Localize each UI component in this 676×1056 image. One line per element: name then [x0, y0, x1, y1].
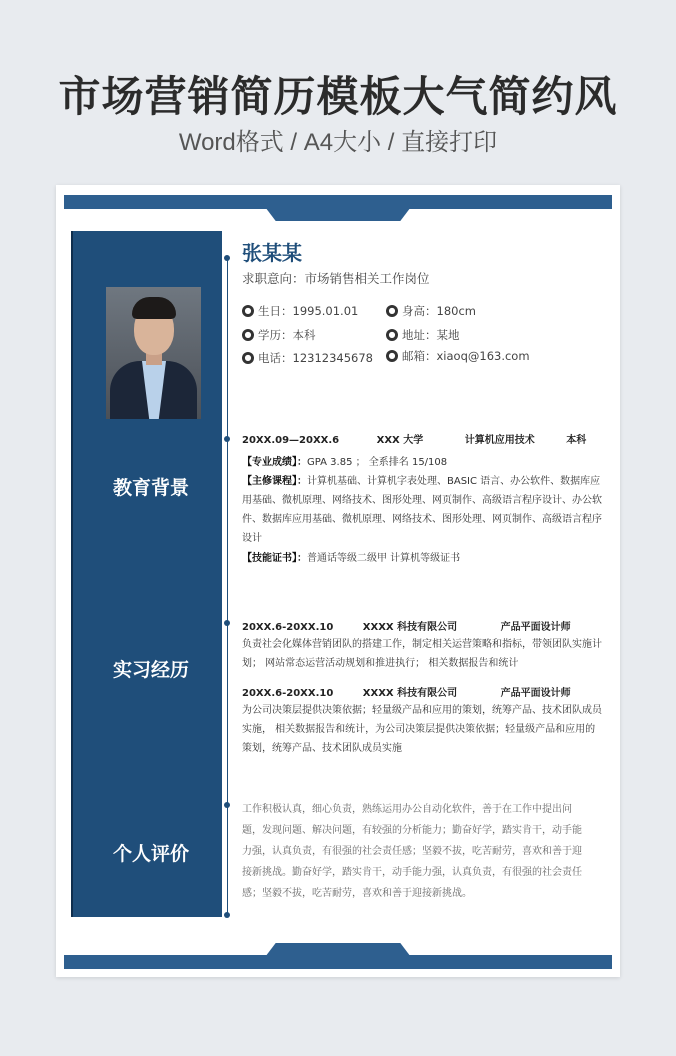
- phone-icon: ●: [242, 352, 254, 364]
- section-education-title: 教育背景: [113, 477, 190, 499]
- page-subtitle: Word格式 / A4大小 / 直接打印: [178, 129, 498, 156]
- resume-paper: [56, 185, 620, 977]
- bottom-band: [64, 955, 612, 969]
- mail-icon: ●: [386, 350, 398, 362]
- info-email: ● 邮箱：xiaoq@163.com: [386, 348, 530, 364]
- info-address: ● 地址：某地: [386, 327, 460, 343]
- self-evaluation: 工作积极认真，细心负责，熟练运用办公自动化软件，善于在工作中提出问题，发现问题、解决问题，有较强的分析能力；勤奋好学，踏实肯干，动手能力强，认真负责，有很强的社会责任感；坚毅不拔，吃苦耐劳，喜欢和善于迎接新挑战。勤奋好学，踏实肯干，动手能力强，认真负责，有很强的社会责任感；坚毅不拔，吃苦耐劳，喜欢和善于迎接新挑战。: [242, 804, 582, 899]
- user-icon: ●: [242, 305, 254, 317]
- job-intent: 求职意向：市场销售相关工作岗位: [242, 271, 430, 286]
- person-icon: ●: [386, 305, 398, 317]
- internship-row: 20XX.6-20XX.10 XXXX 科技有限公司 产品平面设计师: [242, 622, 571, 633]
- timeline-dot: [224, 436, 230, 442]
- info-education: ● 学历：本科: [242, 327, 316, 343]
- section-internship-title: 实习经历: [113, 659, 190, 681]
- internship-row: 20XX.6-20XX.10 XXXX 科技有限公司 产品平面设计师: [242, 688, 571, 699]
- profile-photo: [106, 287, 201, 419]
- education-row: 20XX.09—20XX.6 XXX 大学 计算机应用技术 本科: [242, 435, 587, 446]
- timeline-dot: [224, 255, 230, 261]
- timeline-dot: [224, 620, 230, 626]
- timeline-dot: [224, 912, 230, 918]
- candidate-name: 张某某: [242, 241, 302, 265]
- top-tab: [256, 195, 420, 221]
- education-score: 【专业成绩】：GPA 3.85 ； 全系排名 15/108: [242, 457, 448, 468]
- timeline-dot: [224, 802, 230, 808]
- info-birth: ● 生日：1995.01.01: [242, 303, 358, 319]
- info-phone: ● 电话：12312345678: [242, 350, 373, 366]
- graduation-icon: ●: [242, 329, 254, 341]
- location-icon: ●: [386, 329, 398, 341]
- sidebar: [71, 231, 222, 917]
- internship-desc: 为公司决策层提供决策依据；轻量级产品和应用的策划，统筹产品、技术团队成员实施， 相关数据报告和统计，为公司决策层提供决策依据；轻量级产品和应用的策划，统筹产品、技术团队成员实施: [242, 705, 602, 754]
- info-height: ● 身高：180cm: [386, 303, 476, 319]
- timeline-line: [227, 257, 228, 915]
- section-evaluation-title: 个人评价: [113, 843, 190, 865]
- internship-desc: 负责社会化媒体营销团队的搭建工作，制定相关运营策略和指标，带领团队实施计划； 网站常态运营活动规划和推进执行； 相关数据报告和统计: [242, 639, 602, 669]
- education-courses: 【主修课程】：计算机基础、计算机字表处理、BASIC 语言、办公软件、数据库应用基础、微机原理、网络技术、图形处理、网页制作、高级语言程序设计、办公软件、数据库应用基础、微机原理、网络技术、图形处理、网页制作、高级语言程序设计: [242, 476, 602, 544]
- education-cert: 【技能证书】：普通话等级二级甲 计算机等级证书: [242, 553, 461, 564]
- page-title: 市场营销简历模板大气简约风: [58, 72, 618, 121]
